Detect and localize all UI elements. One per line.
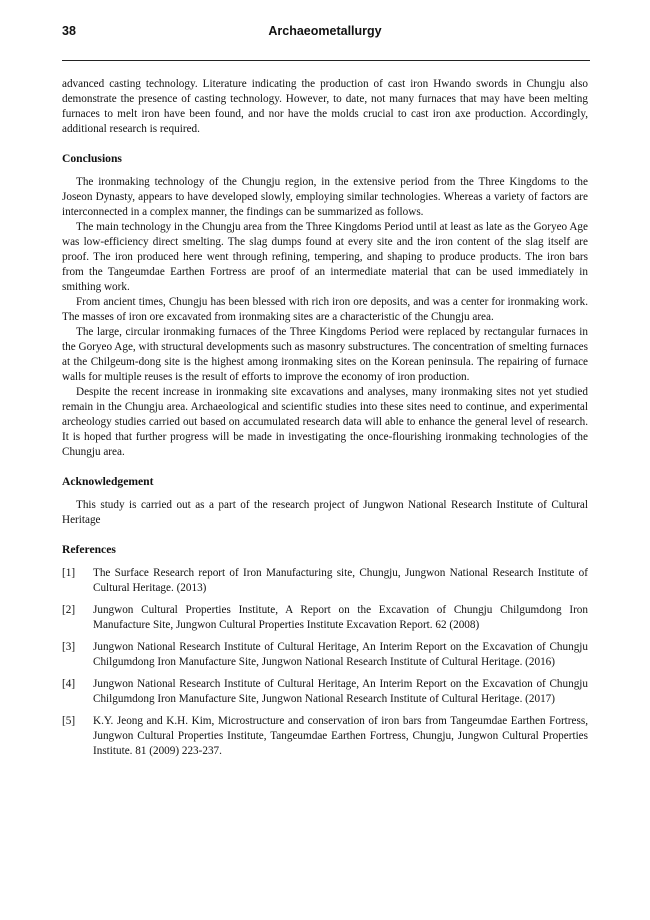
paper-page: [62, 0, 588, 920]
acknowledgement-section: [62, 474, 588, 528]
running-header: [62, 24, 588, 46]
conclusions-paragraph: The ironmaking technology of the Chungju region, in the extensive period from the Three Kingdoms to the Joseon Dynasty, appears to have developed slowly, employing similar technologies. Whereas a variety of factors are interconnected in a complex manner, the findings can be summarized as follows.: [62, 176, 588, 218]
conclusions-paragraph: Despite the recent increase in ironmaking site excavations and analyses, many ironmaking sites not yet studied remain in the Chungju area. Archaeological and scientific studies into these sites need to continue, and experimental archeology studies carried out based on accumulated research data will able to enhance the general level of research. It is hoped that further progress will be made in investigating the once-flourishing ironmaking technologies of the Chungju area.: [62, 386, 588, 458]
header-divider: [62, 60, 590, 61]
reference-number: [5]: [62, 715, 76, 727]
references-heading: References: [62, 543, 116, 556]
running-title: Archaeometallurgy: [268, 24, 382, 38]
acknowledgement-heading: Acknowledgement: [62, 475, 154, 488]
reference-text: Jungwon Cultural Properties Institute, A Report on the Excavation of Chungju Chilgumdong Iron Manufacture Site, Jungwon Cultural Properties Institute Excavation Report. 62 (2008): [93, 604, 588, 631]
reference-text: Jungwon National Research Institute of Cultural Heritage, An Interim Report on the Excavation of Chungju Chilgumdong Iron Manufacture Site, Jungwon National Research Institute of Cultural Heritage. (2016): [93, 641, 588, 668]
reference-number: [4]: [62, 678, 76, 690]
references-list: [62, 566, 588, 759]
intro-paragraph: advanced casting technology. Literature indicating the production of cast iron Hwando swords in Chungju also demonstrate the presence of casting technology. However, to date, not many furnaces that may have been melting furnaces to melt iron have been found, and nor have the molds crucial to cast iron axe production. Accordingly, additional research is required.: [62, 78, 588, 135]
reference-number: [1]: [62, 567, 76, 579]
conclusions-paragraph: From ancient times, Chungju has been blessed with rich iron ore deposits, and was a center for ironmaking work. The masses of iron ore excavated from ironmaking sites are a characteristic of the Chungju area.: [62, 296, 588, 323]
reference-text: The Surface Research report of Iron Manufacturing site, Chungju, Jungwon National Research Institute of Cultural Heritage. (2013): [93, 567, 588, 594]
acknowledgement-text: This study is carried out as a part of the research project of Jungwon National Research Institute of Cultural Heritage: [62, 499, 588, 526]
references-section: [62, 542, 588, 759]
reference-item: [62, 603, 588, 633]
reference-text: Jungwon National Research Institute of Cultural Heritage, An Interim Report on the Excavation of Chungju Chilgumdong Iron Manufacture Site, Jungwon National Research Institute of Cultural Heritage. (2017): [93, 678, 588, 705]
conclusions-heading: Conclusions: [62, 152, 122, 165]
reference-item: [62, 566, 588, 596]
reference-item: [62, 640, 588, 670]
reference-item: [62, 714, 588, 759]
conclusions-paragraph: The large, circular ironmaking furnaces of the Three Kingdoms Period were replaced by rectangular furnaces in the Goryeo Age, with structural developments such as masonry substructures. The concentration of smelting furnaces at the Chilgeum-dong site is the highest among ironmaking sites on the Korean peninsula. The repairing of furnace walls for multiple reuses is the result of efforts to improve the economy of iron production.: [62, 326, 588, 383]
conclusions-paragraph: The main technology in the Chungju area from the Three Kingdoms Period until at least as late as the Goryeo Age was low-efficiency direct smelting. The slag dumps found at every site and the iron content of the slag itself are proof. The iron produced here went through refining, tempering, and shaping to produce products. The iron bars from the Tangeumdae Earthen Fortress are proof of an intermediate material that can be used immediately in smithing work.: [62, 221, 588, 293]
reference-item: [62, 677, 588, 707]
reference-number: [2]: [62, 604, 76, 616]
conclusions-section: [62, 151, 588, 460]
reference-number: [3]: [62, 641, 76, 653]
page-number: 38: [62, 24, 76, 38]
reference-text: K.Y. Jeong and K.H. Kim, Microstructure and conservation of iron bars from Tangeumdae Earthen Fortress, Jungwon Cultural Properties Institute, Tangeumdae Earthen Fortress, Chungju, Jungwon Cultural Properties Institute. 81 (2009) 223-237.: [93, 715, 588, 757]
main-content: [62, 77, 588, 766]
